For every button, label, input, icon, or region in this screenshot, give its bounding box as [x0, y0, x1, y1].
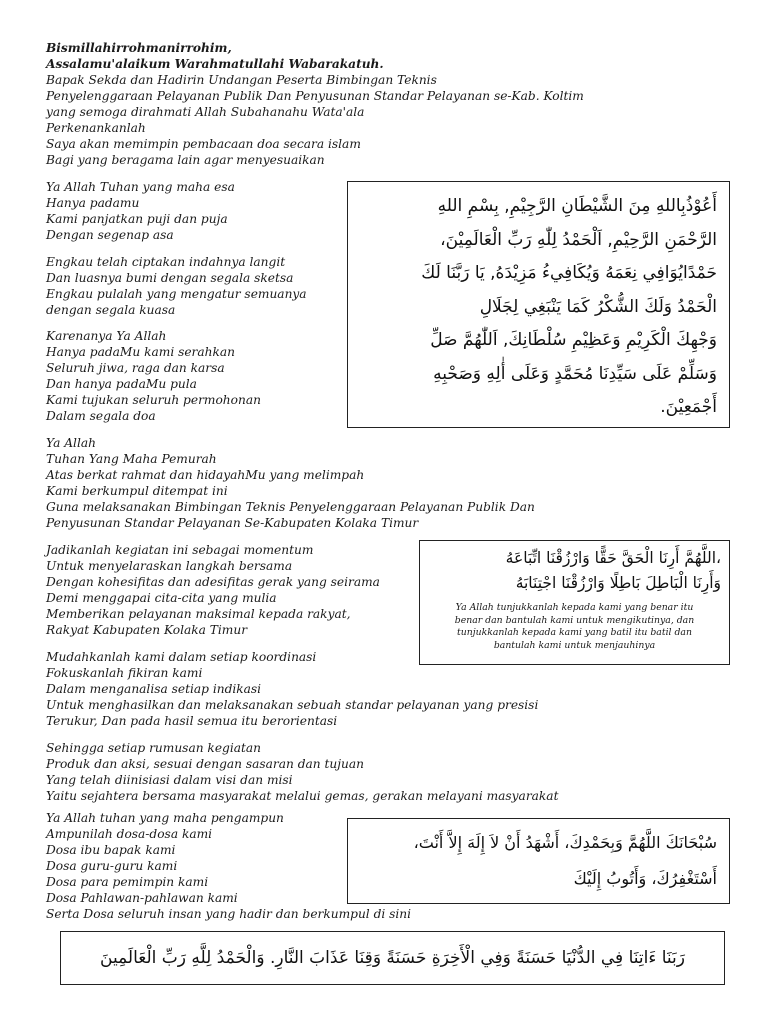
stanza-7-line: Sehingga setiap rumusan kegiatan	[46, 741, 262, 755]
arabic-line: وَجْهِكَ الْكَرِيْمِ وَعَظِيْمِ سُلْطَانِكَ, اَللّٰهُمَّ صَلِّ	[430, 330, 717, 350]
stanza-8-line: Dosa ibu bapak kami	[46, 843, 176, 857]
stanza-4-line: Penyusunan Standar Pelayanan Se-Kabupaten Kolaka Timur	[46, 516, 419, 530]
stanza-4-line: Guna melaksanakan Bimbingan Teknis Penyelenggaraan Pelayanan Publik Dan	[46, 500, 535, 514]
stanza-8-line: Ya Allah tuhan yang maha pengampun	[46, 811, 284, 825]
arabic-line: رَبَنَا ءَاتِنَا فِي الدُّنْيَا حَسَنَةً وَفِي الْأَخِرَةِ حَسَنَةً وَقِنَا عَذَابَ النَّارِ. وَالْحَمْدُ لِلَّهِ رَبِّ الْعَالَمِينَ	[100, 948, 685, 968]
stanza-3-line: Dan hanya padaMu pula	[46, 377, 197, 391]
stanza-6-line: Mudahkanlah kami dalam setiap koordinasi	[46, 650, 317, 664]
arabic-line: أَعُوْذُبِاللهِ مِنَ الشَّيْطَانِ الرَّجِيْمِ, بِسْمِ اللهِ	[437, 196, 717, 216]
intro-line: yang semoga dirahmati Allah Subahanahu Wata'ala	[46, 105, 365, 119]
stanza-5-line: Memberikan pelayanan maksimal kepada rakyat,	[46, 607, 351, 621]
translation-line: tunjukkanlah kepada kami yang batil itu batil dan	[457, 627, 692, 638]
arabic-line: الرَّحْمَنِ الرَّحِيْمِ, اَلْحَمْدُ لِلّٰهِ رَبِّ الْعَالَمِيْنَ،	[440, 229, 717, 250]
stanza-2-line: Dan luasnya bumi dengan segala sketsa	[46, 271, 294, 285]
intro-line: Bapak Sekda dan Hadirin Undangan Peserta Bimbingan Teknis	[46, 73, 437, 87]
stanza-3-line: Karenanya Ya Allah	[46, 329, 167, 343]
stanza-3-line: Hanya padaMu kami serahkan	[46, 345, 235, 359]
arabic-istighfar-box	[347, 818, 730, 904]
arabic-closing-box	[60, 931, 725, 985]
stanza-6-line: Dalam menganalisa setiap indikasi	[46, 682, 262, 696]
arabic-line: ،اللَّهُمَّ أَرِنَا الْحَقَّ حَقًّا وَارْزُقْنَا اتِّبَاعَهُ	[505, 549, 721, 567]
stanza-8-line: Dosa Pahlawan-pahlawan kami	[46, 891, 238, 905]
stanza-4-line: Tuhan Yang Maha Pemurah	[46, 452, 217, 466]
intro-line: Saya akan memimpin pembacaan doa secara islam	[46, 137, 361, 151]
arabic-line: أَسْتَغْفِرُكَ، وَأَتُوبُ إِلَيْكَ	[573, 869, 717, 888]
stanza-3-line: Seluruh jiwa, raga dan karsa	[46, 361, 225, 375]
translation-line: Ya Allah tunjukkanlah kepada kami yang benar itu	[455, 602, 694, 613]
arabic-line: سُبْحَانَكَ اللَّهُمَّ وَبِحَمْدِكَ، أَشْهَدُ أَنْ لاَ إِلَهَ إِلاَّ أَنْتَ،	[413, 833, 717, 852]
stanza-7-line: Yang telah diinisiasi dalam visi dan misi	[46, 773, 293, 787]
stanza-1-line: Hanya padamu	[46, 196, 140, 210]
stanza-5-line: Jadikanlah kegiatan ini sebagai momentum	[46, 543, 314, 557]
stanza-8-line: Ampunilah dosa-dosa kami	[46, 827, 213, 841]
stanza-8-line: Dosa para pemimpin kami	[46, 875, 209, 889]
stanza-2-line: Engkau pulalah yang mengatur semuanya	[46, 287, 307, 301]
arabic-line: وَأَرِنَا الْبَاطِلَ بَاطِلًا وَارْزُقْنَا اجْتِنَابَهُ	[515, 574, 721, 592]
stanza-5-line: Rakyat Kabupaten Kolaka Timur	[46, 623, 248, 637]
stanza-6-line: Fokuskanlah fikiran kami	[46, 666, 203, 680]
stanza-5-line: Demi menggapai cita-cita yang mulia	[46, 591, 277, 605]
stanza-1-line: Ya Allah Tuhan yang maha esa	[46, 180, 235, 194]
stanza-6-line: Untuk menghasilkan dan melaksanakan sebuah standar pelayanan yang presisi	[46, 698, 539, 712]
stanza-4-line: Kami berkumpul ditempat ini	[46, 484, 228, 498]
stanza-7-line: Yaitu sejahtera bersama masyarakat melalui gemas, gerakan melayani masyarakat	[46, 789, 559, 803]
arabic-line: أَجْمَعِيْنَ.	[660, 397, 717, 417]
translation-line: benar dan bantulah kami untuk mengikutinya, dan	[454, 614, 695, 626]
stanza-8-line: Serta Dosa seluruh insan yang hadir dan berkumpul di sini	[46, 907, 412, 921]
intro-line: Penyelenggaraan Pelayanan Publik Dan Penyusunan Standar Pelayanan se-Kab. Koltim	[46, 89, 584, 103]
stanza-7-line: Produk dan aksi, sesuai dengan sasaran dan tujuan	[46, 757, 365, 771]
stanza-2-line: dengan segala kuasa	[46, 303, 176, 317]
translation-line: bantulah kami untuk menjauhinya	[493, 639, 656, 651]
intro-line: Bagi yang beragama lain agar menyesuaikan	[46, 153, 325, 167]
arabic-line: الْحَمْدُ وَلَكَ الشُّكْرُ كَمَا يَنْبَغِي لِجَلَالِ	[479, 296, 717, 317]
intro-line: Perkenankanlah	[46, 121, 146, 135]
arabic-line: حَمْدًايُوَافِي نِعَمَهُ وَيُكَافِيءُ مَزِيْدَهُ, يَا رَبَّنَا لَكَ	[421, 263, 717, 283]
arabic-opening-box	[347, 181, 730, 428]
stanza-3-line: Kami tujukan seluruh permohonan	[46, 393, 261, 407]
arabic-line: وَسَلِّمْ عَلَى سَيِّدِنَا مُحَمَّدٍ وَعَلَى أٰلِهِ وَصَحْبِهِ	[433, 363, 717, 384]
stanza-5-line: Dengan kohesifitas dan adesifitas gerak yang seirama	[46, 575, 380, 589]
opening-salam: Assalamu'alaikum Warahmatullahi Wabarakatuh.	[46, 57, 384, 71]
stanza-2-line: Engkau telah ciptakan indahnya langit	[46, 255, 286, 269]
arabic-dua-truth-box	[419, 540, 730, 665]
stanza-6-line: Terukur, Dan pada hasil semua itu berorientasi	[46, 714, 338, 728]
stanza-3-line: Dalam segala doa	[46, 409, 156, 423]
dua-translation	[428, 602, 721, 652]
stanza-8-line: Dosa guru-guru kami	[46, 859, 178, 873]
stanza-4-line: Atas berkat rahmat dan hidayahMu yang melimpah	[46, 468, 365, 482]
stanza-5-line: Untuk menyelaraskan langkah bersama	[46, 559, 293, 573]
opening-basmala: Bismillahirrohmanirrohim,	[46, 41, 232, 55]
stanza-4-line: Ya Allah	[46, 436, 96, 450]
stanza-1-line: Kami panjatkan puji dan puja	[46, 212, 228, 226]
stanza-1-line: Dengan segenap asa	[46, 228, 174, 242]
